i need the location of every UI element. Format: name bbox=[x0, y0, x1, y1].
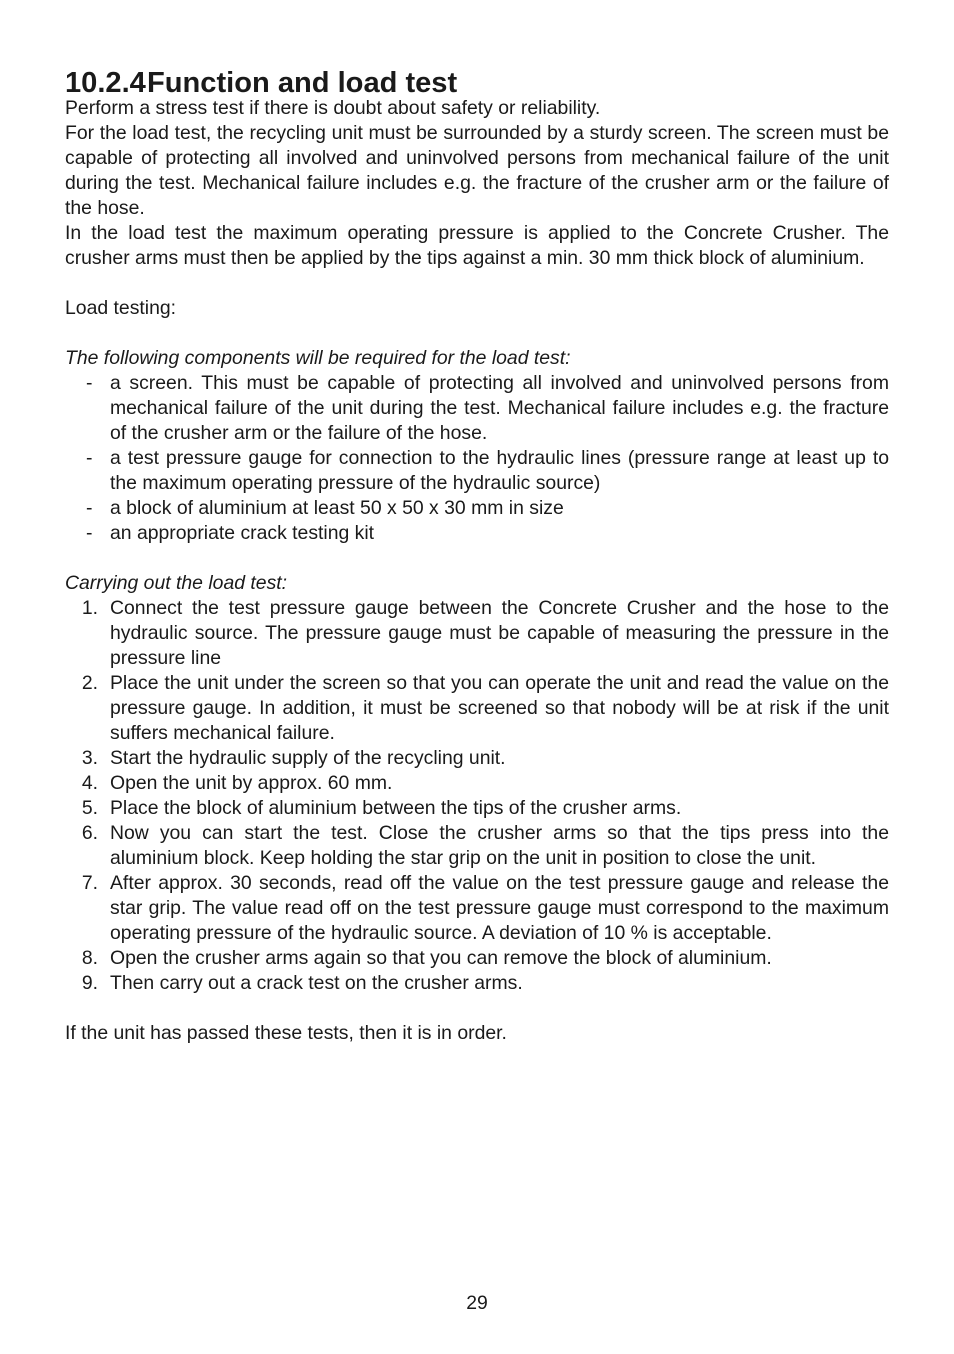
list-item: 4. Open the unit by approx. 60 mm. bbox=[81, 772, 393, 794]
list-item: 6. Now you can start the test. Close the crusher arms so that the tips press into the aluminium block. Keep holding the star grip on the unit in position to close the unit. bbox=[81, 822, 889, 869]
list-item: - a test pressure gauge for connection to the hydraulic lines (pressure range at least up to the maximum operating pressure of the hydraulic source) bbox=[86, 447, 889, 494]
list-item: - a screen. This must be capable of protecting all involved and uninvolved persons from mechanical failure of the unit during the test. Mechanical failure includes e.g. the fracture of the crusher arm or the failure of the hose. bbox=[86, 372, 889, 444]
list-item: 1. Connect the test pressure gauge between the Concrete Crusher and the hose to the hydraulic source. The pressure gauge must be capable of measuring the pressure in the pressure line bbox=[81, 597, 889, 669]
procedure-heading: Carrying out the load test: bbox=[65, 572, 288, 594]
section-number: 10.2.4 bbox=[65, 67, 146, 99]
list-item: 2. Place the unit under the screen so that you can operate the unit and read the value on the pressure gauge. In addition, it must be screened so that nobody will be at risk if the unit suffers mechanical failure. bbox=[81, 672, 889, 744]
procedure-steps bbox=[65, 596, 889, 996]
list-item: 7. After approx. 30 seconds, read off the value on the test pressure gauge and release the star grip. The value read off on the test pressure gauge must correspond to the maximum operating pressure of the hydraulic source. A deviation of 10 % is acceptable. bbox=[81, 872, 889, 944]
list-item: 3. Start the hydraulic supply of the recycling unit. bbox=[81, 747, 506, 769]
intro-paragraph: Perform a stress test if there is doubt about safety or reliability. bbox=[65, 97, 601, 119]
document-page bbox=[65, 67, 889, 1046]
intro-paragraph: In the load test the maximum operating pressure is applied to the Concrete Crusher. The crusher arms must then be applied by the tips against a min. 30 mm thick block of aluminium. bbox=[65, 222, 889, 269]
conclusion-text: If the unit has passed these tests, then it is in order. bbox=[65, 1022, 507, 1044]
components-heading: The following components will be required for the load test: bbox=[65, 347, 571, 369]
page-number: 29 bbox=[466, 1292, 488, 1314]
intro-paragraph: For the load test, the recycling unit must be surrounded by a sturdy screen. The screen must be capable of protecting all involved and uninvolved persons from mechanical failure of the unit during the test. Mechanical failure includes e.g. the fracture of the crusher arm or the failure of the hose. bbox=[65, 122, 889, 219]
list-item: 9. Then carry out a crack test on the crusher arms. bbox=[81, 972, 523, 994]
list-item: 5. Place the block of aluminium between the tips of the crusher arms. bbox=[81, 797, 682, 819]
components-list bbox=[65, 371, 889, 546]
list-item: - an appropriate crack testing kit bbox=[86, 522, 375, 544]
section-heading bbox=[65, 67, 889, 99]
list-item: 8. Open the crusher arms again so that you can remove the block of aluminium. bbox=[81, 947, 772, 969]
load-testing-label: Load testing: bbox=[65, 297, 177, 319]
section-title: Function and load test bbox=[147, 67, 458, 99]
list-item: - a block of aluminium at least 50 x 50 x 30 mm in size bbox=[86, 497, 564, 519]
